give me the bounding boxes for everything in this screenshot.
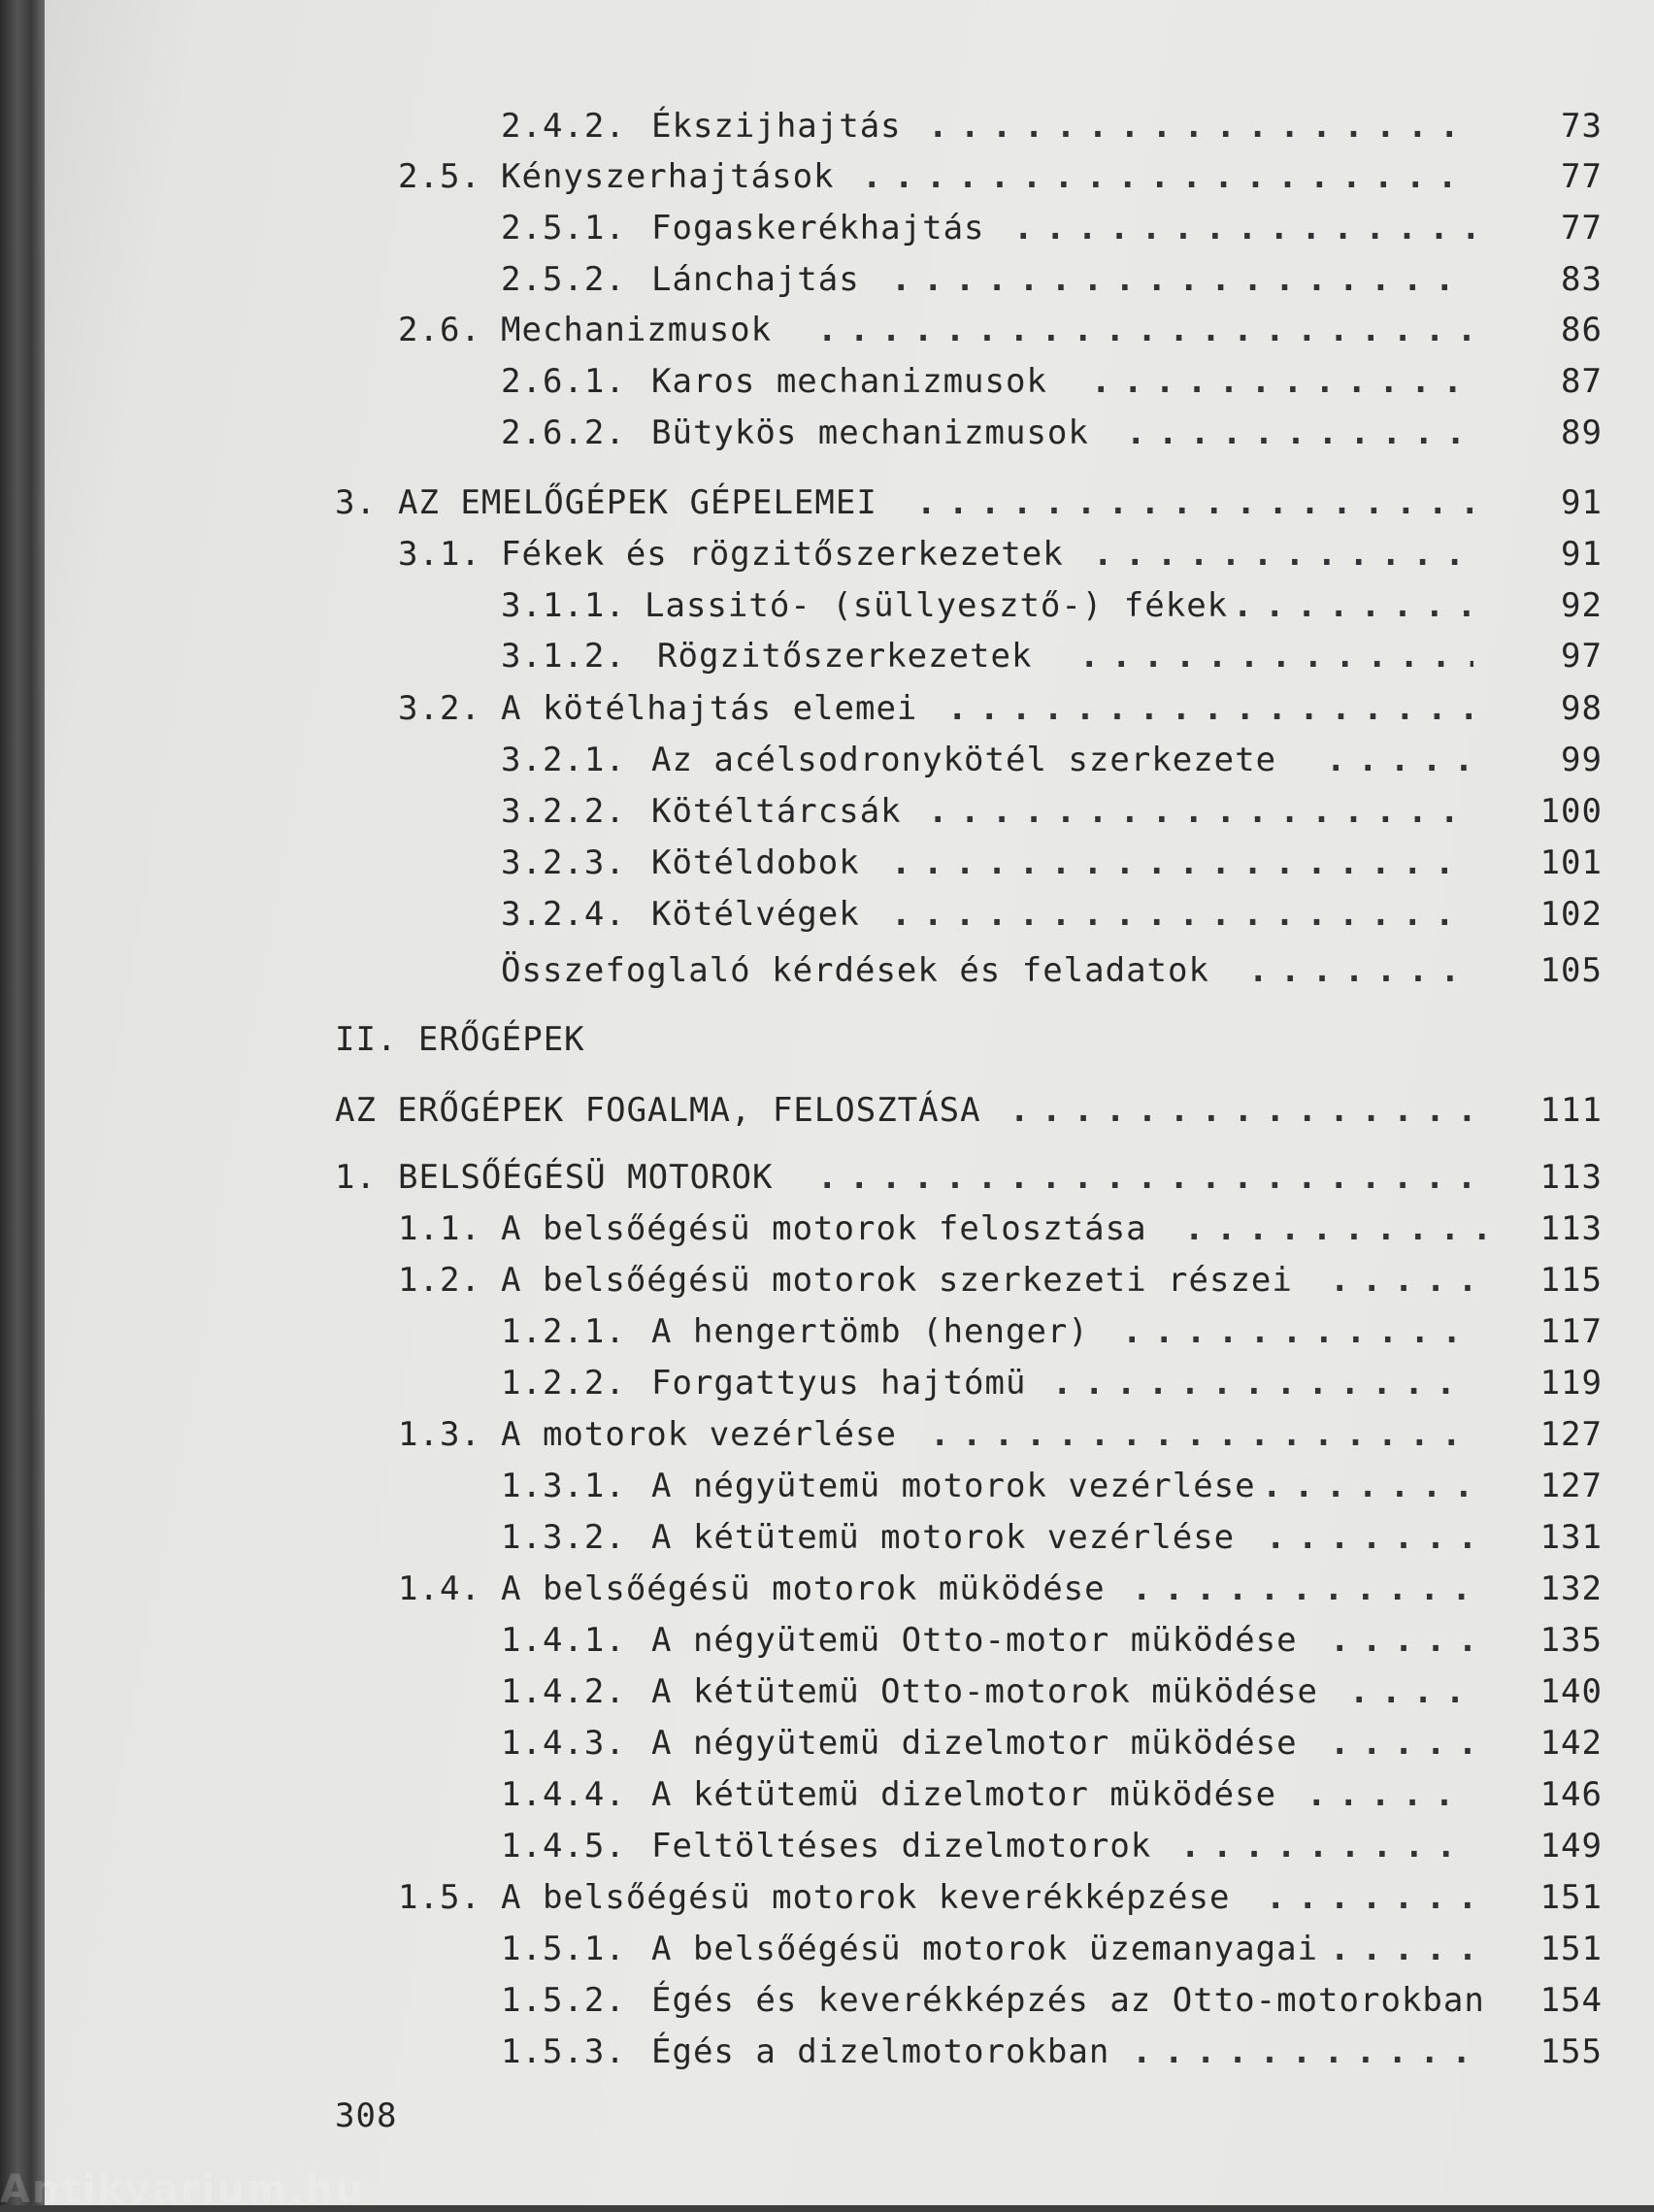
toc-leader (891, 842, 1473, 884)
toc-leader (1009, 1089, 1473, 1132)
toc-row (0, 893, 1654, 936)
toc-row (0, 1825, 1654, 1867)
toc-row (0, 949, 1654, 992)
toc-leader (1184, 1207, 1495, 1250)
toc-title: A belsőégésü motorok müködése (501, 1569, 1106, 1608)
toc-row (0, 1876, 1654, 1919)
toc-row (0, 739, 1654, 781)
toc-number: 1. (335, 1158, 377, 1197)
toc-title: Karos mechanizmusok (651, 362, 1047, 401)
toc-row (0, 1568, 1654, 1610)
toc-leader (928, 790, 1473, 833)
toc-leader (862, 155, 1473, 198)
toc-number: 2.5.1. (501, 209, 626, 248)
toc-number: 3.1.2. (501, 637, 626, 676)
toc-title: Kötéltárcsák (651, 792, 902, 831)
toc-row (0, 481, 1654, 524)
toc-title: Forgattyus hajtómü (651, 1364, 1027, 1403)
toc-page: 77 (1561, 157, 1603, 196)
toc-number: 3.2. (398, 689, 481, 728)
toc-title: Mechanizmusok (501, 311, 773, 349)
toc-number: 1.3.1. (501, 1467, 626, 1505)
toc-title: BELSŐÉGÉSÜ MOTOROK (398, 1158, 774, 1197)
toc-leader (1091, 360, 1473, 403)
toc-number: 1.5. (398, 1878, 481, 1917)
toc-leader (1122, 1310, 1473, 1353)
toc-row (0, 1722, 1654, 1765)
toc-number: 3.2.2. (501, 792, 626, 831)
toc-page: 140 (1539, 1672, 1603, 1711)
toc-number: 3. (335, 483, 377, 522)
toc-number: 2.6.2. (501, 413, 626, 452)
toc-page: 117 (1539, 1312, 1603, 1351)
toc-leader (947, 687, 1473, 730)
toc-title: A kétütemü Otto-motorok müködése (651, 1672, 1319, 1711)
toc-number: 1.4.2. (501, 1672, 626, 1711)
toc-number: 2.5.2. (501, 260, 626, 299)
toc-leader (1307, 1773, 1473, 1816)
toc-title: AZ ERŐGÉPEK FOGALMA, FELOSZTÁSA (335, 1091, 981, 1130)
toc-number: 1.4.3. (501, 1724, 626, 1763)
toc-leader (1330, 1259, 1473, 1302)
toc-row (0, 842, 1654, 884)
toc-leader (1132, 2030, 1473, 2073)
toc-leader (930, 1413, 1473, 1456)
toc-title: A belsőégésü motorok szerkezeti részei (501, 1261, 1293, 1300)
toc-row (0, 1670, 1654, 1713)
toc-page: 113 (1539, 1209, 1603, 1248)
toc-number: 1.5.3. (501, 2032, 626, 2071)
toc-leader (817, 309, 1473, 351)
toc-page: 86 (1561, 311, 1603, 349)
toc-leader (1326, 739, 1473, 781)
toc-page: 149 (1539, 1827, 1603, 1865)
toc-row (0, 105, 1654, 148)
toc-row (0, 1259, 1654, 1302)
toc-number: 3.1.1. (501, 586, 626, 625)
toc-number: 1.4.5. (501, 1827, 626, 1865)
toc-title: A négyütemü dizelmotor müködése (651, 1724, 1298, 1763)
toc-leader (1248, 949, 1473, 992)
toc-title: A hengertömb (henger) (651, 1312, 1089, 1351)
toc-leader (891, 893, 1473, 936)
toc-leader (1349, 1670, 1473, 1713)
toc-title: A négyütemü motorok vezérlése (651, 1467, 1256, 1505)
toc-number: 1.2.2. (501, 1364, 626, 1403)
toc-leader (1233, 584, 1473, 627)
toc-page: 151 (1539, 1878, 1603, 1917)
toc-title: A kétütemü motorok vezérlése (651, 1518, 1236, 1557)
toc-number: 1.2. (398, 1261, 481, 1300)
toc-row (0, 1310, 1654, 1353)
toc-leader (1266, 1876, 1473, 1919)
toc-row (0, 687, 1654, 730)
page-number: 308 (335, 2096, 398, 2135)
toc-title: Lánchajtás (651, 260, 860, 299)
toc-row (0, 258, 1654, 301)
toc-row (0, 1979, 1654, 2022)
toc-row (0, 790, 1654, 833)
toc-leader (1262, 1465, 1473, 1507)
toc-title: Összefoglaló kérdések és feladatok (501, 951, 1209, 990)
toc-title: Kötélvégek (651, 895, 860, 934)
toc-page: 119 (1539, 1364, 1603, 1403)
toc-row (0, 1773, 1654, 1816)
toc-page: 100 (1539, 792, 1603, 831)
toc-title: A belsőégésü motorok üzemanyagai (651, 1930, 1319, 1968)
toc-page: 146 (1539, 1775, 1603, 1814)
toc-row (0, 635, 1654, 677)
toc-leader (1132, 1568, 1473, 1610)
toc-title: Égés a dizelmotorokban (651, 2032, 1110, 2071)
toc-title: Lassitó- (süllyesztő-) fékek (645, 586, 1229, 625)
toc-leader (1126, 412, 1473, 454)
toc-leader (891, 258, 1473, 301)
toc-leader (1266, 1516, 1473, 1559)
toc-title: Ékszijhajtás (651, 107, 902, 146)
toc-leader (1079, 635, 1473, 677)
toc-leader (1093, 533, 1473, 576)
toc-number: 1.5.1. (501, 1930, 626, 1968)
toc-number: 1.5.2. (501, 1981, 626, 2020)
toc-page: 99 (1561, 741, 1603, 779)
toc-number: 1.3.2. (501, 1518, 626, 1557)
toc-number: 1.4.1. (501, 1621, 626, 1660)
toc-page: 135 (1539, 1621, 1603, 1660)
watermark-text: Antikvarium.hu (0, 2167, 365, 2212)
toc-title: Fékek és rögzitőszerkezetek (501, 535, 1064, 574)
toc-number: 1.1. (398, 1209, 481, 1248)
toc-row (0, 1207, 1654, 1250)
toc-title: Az acélsodronykötél szerkezete (651, 741, 1277, 779)
toc-title: Fogaskerékhajtás (651, 209, 985, 248)
toc-title: Égés és keverékképzés az Otto-motorokban (651, 1981, 1485, 2020)
toc-row (0, 1516, 1654, 1559)
toc-page: 102 (1539, 895, 1603, 934)
toc-page: 91 (1561, 483, 1603, 522)
toc-page: 105 (1539, 951, 1603, 990)
toc-number: 2.5. (398, 157, 481, 196)
toc-number: 1.4. (398, 1569, 481, 1608)
toc-leader (1052, 1362, 1473, 1404)
toc-row (0, 412, 1654, 454)
toc-number: 1.4.4. (501, 1775, 626, 1814)
toc-row (0, 360, 1654, 403)
toc-leader (1180, 1825, 1473, 1867)
toc-title: Rögzitőszerkezetek (657, 637, 1033, 676)
toc-page: 83 (1561, 260, 1603, 299)
toc-leader (1013, 207, 1473, 249)
toc-number: 3.2.4. (501, 895, 626, 934)
toc-page: 142 (1539, 1724, 1603, 1763)
toc-title: A motorok vezérlése (501, 1415, 897, 1454)
toc-leader (928, 105, 1473, 148)
toc-number: 3.2.3. (501, 843, 626, 882)
toc-page: 101 (1539, 843, 1603, 882)
toc-number: 2.6. (398, 311, 481, 349)
toc-title: Feltöltéses dizelmotorok (651, 1827, 1152, 1865)
toc-page: 77 (1561, 209, 1603, 248)
toc-page: 131 (1539, 1518, 1603, 1557)
toc-number: 1.2.1. (501, 1312, 626, 1351)
toc-row (0, 1413, 1654, 1456)
toc-title: Kötéldobok (651, 843, 860, 882)
toc-page: 132 (1539, 1569, 1603, 1608)
toc-page: 154 (1539, 1981, 1603, 2020)
toc-title: A kötélhajtás elemei (501, 689, 918, 728)
toc-number: 2.4.2. (501, 107, 626, 146)
toc-page: 127 (1539, 1415, 1603, 1454)
toc-title: A belsőégésü motorok felosztása (501, 1209, 1147, 1248)
toc-title: Bütykös mechanizmusok (651, 413, 1089, 452)
toc-page: 113 (1539, 1158, 1603, 1197)
toc-title: A négyütemü Otto-motor müködése (651, 1621, 1298, 1660)
toc-number: 3.2.1. (501, 741, 626, 779)
toc-row (0, 1619, 1654, 1662)
toc-page: 98 (1561, 689, 1603, 728)
toc-row (0, 1928, 1654, 1970)
toc-number: 2.6.1. (501, 362, 626, 401)
part-heading: II. ERŐGÉPEK (335, 1020, 585, 1059)
toc-page: 87 (1561, 362, 1603, 401)
toc-row (0, 309, 1654, 351)
toc-title: Kényszerhajtások (501, 157, 835, 196)
toc-row (0, 1465, 1654, 1507)
toc-page: 73 (1561, 107, 1603, 146)
toc-page: 92 (1561, 586, 1603, 625)
toc-page: 127 (1539, 1467, 1603, 1505)
toc-leader (1330, 1619, 1473, 1662)
toc-title: AZ EMELŐGÉPEK GÉPELEMEI (398, 483, 877, 522)
toc-row (0, 1156, 1654, 1199)
toc-row (0, 1362, 1654, 1404)
toc-leader (817, 1156, 1473, 1199)
toc-page: 155 (1539, 2032, 1603, 2071)
toc-leader (1330, 1928, 1473, 1970)
toc-leader (1330, 1722, 1473, 1765)
toc-title: A belsőégésü motorok keverékképzése (501, 1878, 1231, 1917)
toc-row (0, 1089, 1654, 1132)
toc-leader (916, 481, 1473, 524)
toc-row (0, 207, 1654, 249)
toc-page: 91 (1561, 535, 1603, 574)
toc-page: 115 (1539, 1261, 1603, 1300)
toc-row (0, 155, 1654, 198)
toc-row (0, 2030, 1654, 2073)
toc-page: 89 (1561, 413, 1603, 452)
toc-page: 111 (1539, 1091, 1603, 1130)
toc-page: 97 (1561, 637, 1603, 676)
toc-number: 3.1. (398, 535, 481, 574)
toc-number: 1.3. (398, 1415, 481, 1454)
toc-row (0, 533, 1654, 576)
toc-title: A kétütemü dizelmotor müködése (651, 1775, 1277, 1814)
toc-page: 151 (1539, 1930, 1603, 1968)
toc-row (0, 584, 1654, 627)
